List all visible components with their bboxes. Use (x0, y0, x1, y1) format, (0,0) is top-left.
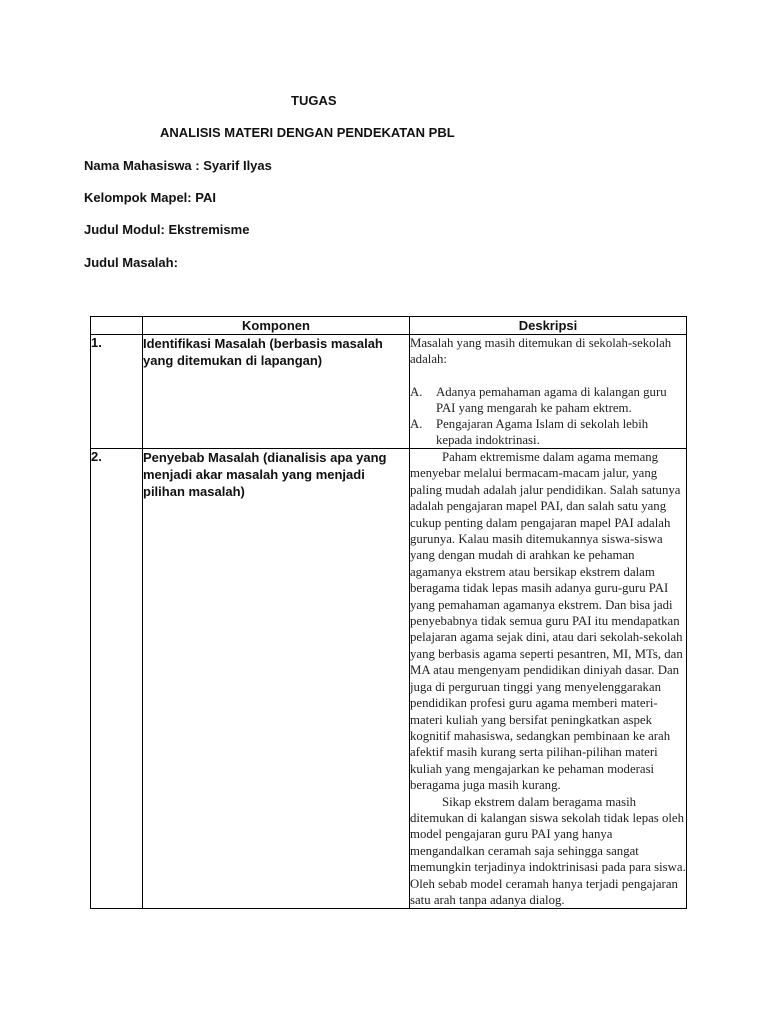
header-component: Komponen (143, 317, 410, 335)
analysis-table (90, 316, 687, 909)
component-cell: Identifikasi Masalah (berbasis masalah yang ditemukan di lapangan) (143, 335, 410, 449)
table-header-row (91, 317, 687, 335)
list-item (410, 416, 686, 448)
row-number: 2. (91, 449, 143, 909)
table-row (91, 335, 687, 449)
description-paragraph: Paham ektremisme dalam agama memang menyebar melalui bermacam-macam jalur, yang paling mudah adalah jalur pendidikan. Salah satunya adalah pengajaran mapel PAI, dan salah satu yang cukup penting dalam pengajaran mapel PAI adalah gurunya. Kalau masih ditemukannya siswa-siswa yang dengan mudah di arahkan ke pehaman agamanya ekstrem atau bersikap ekstrem dalam beragama tidak lepas masih adanya guru-guru PAI yang pemahaman agamanya ekstrem. Dan bisa jadi penyebabnya tidak semua guru PAI itu mendapatkan pelajaran agama sejak dini, atau dari sekolah-sekolah yang berbasis agama seperti pesantren, MI, MTs, dan MA atau mengenyam pendidikan diniyah dasar. Dan juga di perguruan tinggi yang menyelenggarakan pendidikan profesi guru agama memberi materi-materi kuliah yang bersifat peningkatkan aspek kognitif mahasiswa, sedangkan pembinaan ke arah afektif masih kurang serta pilihan-pilihan materi kuliah yang mengajarkan ke pehaman moderasi beragama juga masih kurang. (410, 450, 683, 793)
list-item (410, 384, 686, 416)
list-item-text: Pengajaran Agama Islam di sekolah lebih kepada indoktrinasi. (436, 417, 649, 447)
document-subtitle: ANALISIS MATERI DENGAN PENDEKATAN PBL (160, 125, 455, 140)
row-number: 1. (91, 335, 143, 449)
description-cell (410, 335, 687, 449)
document-title: TUGAS (291, 93, 337, 108)
header-number (91, 317, 143, 335)
description-paragraph: Sikap ekstrem dalam beragama masih ditemukan di kalangan siswa sekolah tidak lepas oleh model pengajaran guru PAI yang hanya mengandalkan ceramah saja sehingga sangat memungkin terjadinya indoktrinisasi pada para siswa. Oleh sebab model ceramah hanya terjadi pengajaran satu arah tanpa adanya dialog. (410, 794, 686, 907)
student-name-field: Nama Mahasiswa : Syarif Ilyas (84, 158, 272, 173)
module-title-field: Judul Modul: Ekstremisme (84, 222, 250, 237)
description-intro: Masalah yang masih ditemukan di sekolah-sekolah adalah: (410, 336, 672, 366)
subject-group-field: Kelompok Mapel: PAI (84, 190, 216, 205)
table-row (91, 449, 687, 909)
list-marker: A. (410, 385, 423, 399)
problem-title-field: Judul Masalah: (84, 255, 178, 270)
list-item-text: Adanya pemahaman agama di kalangan guru PAI yang mengarah ke paham ektrem. (436, 385, 667, 415)
description-cell (410, 449, 687, 909)
header-description: Deskripsi (410, 317, 687, 335)
component-cell: Penyebab Masalah (dianalisis apa yang menjadi akar masalah yang menjadi pilihan masalah) (143, 449, 410, 909)
list-marker: A. (410, 417, 423, 431)
